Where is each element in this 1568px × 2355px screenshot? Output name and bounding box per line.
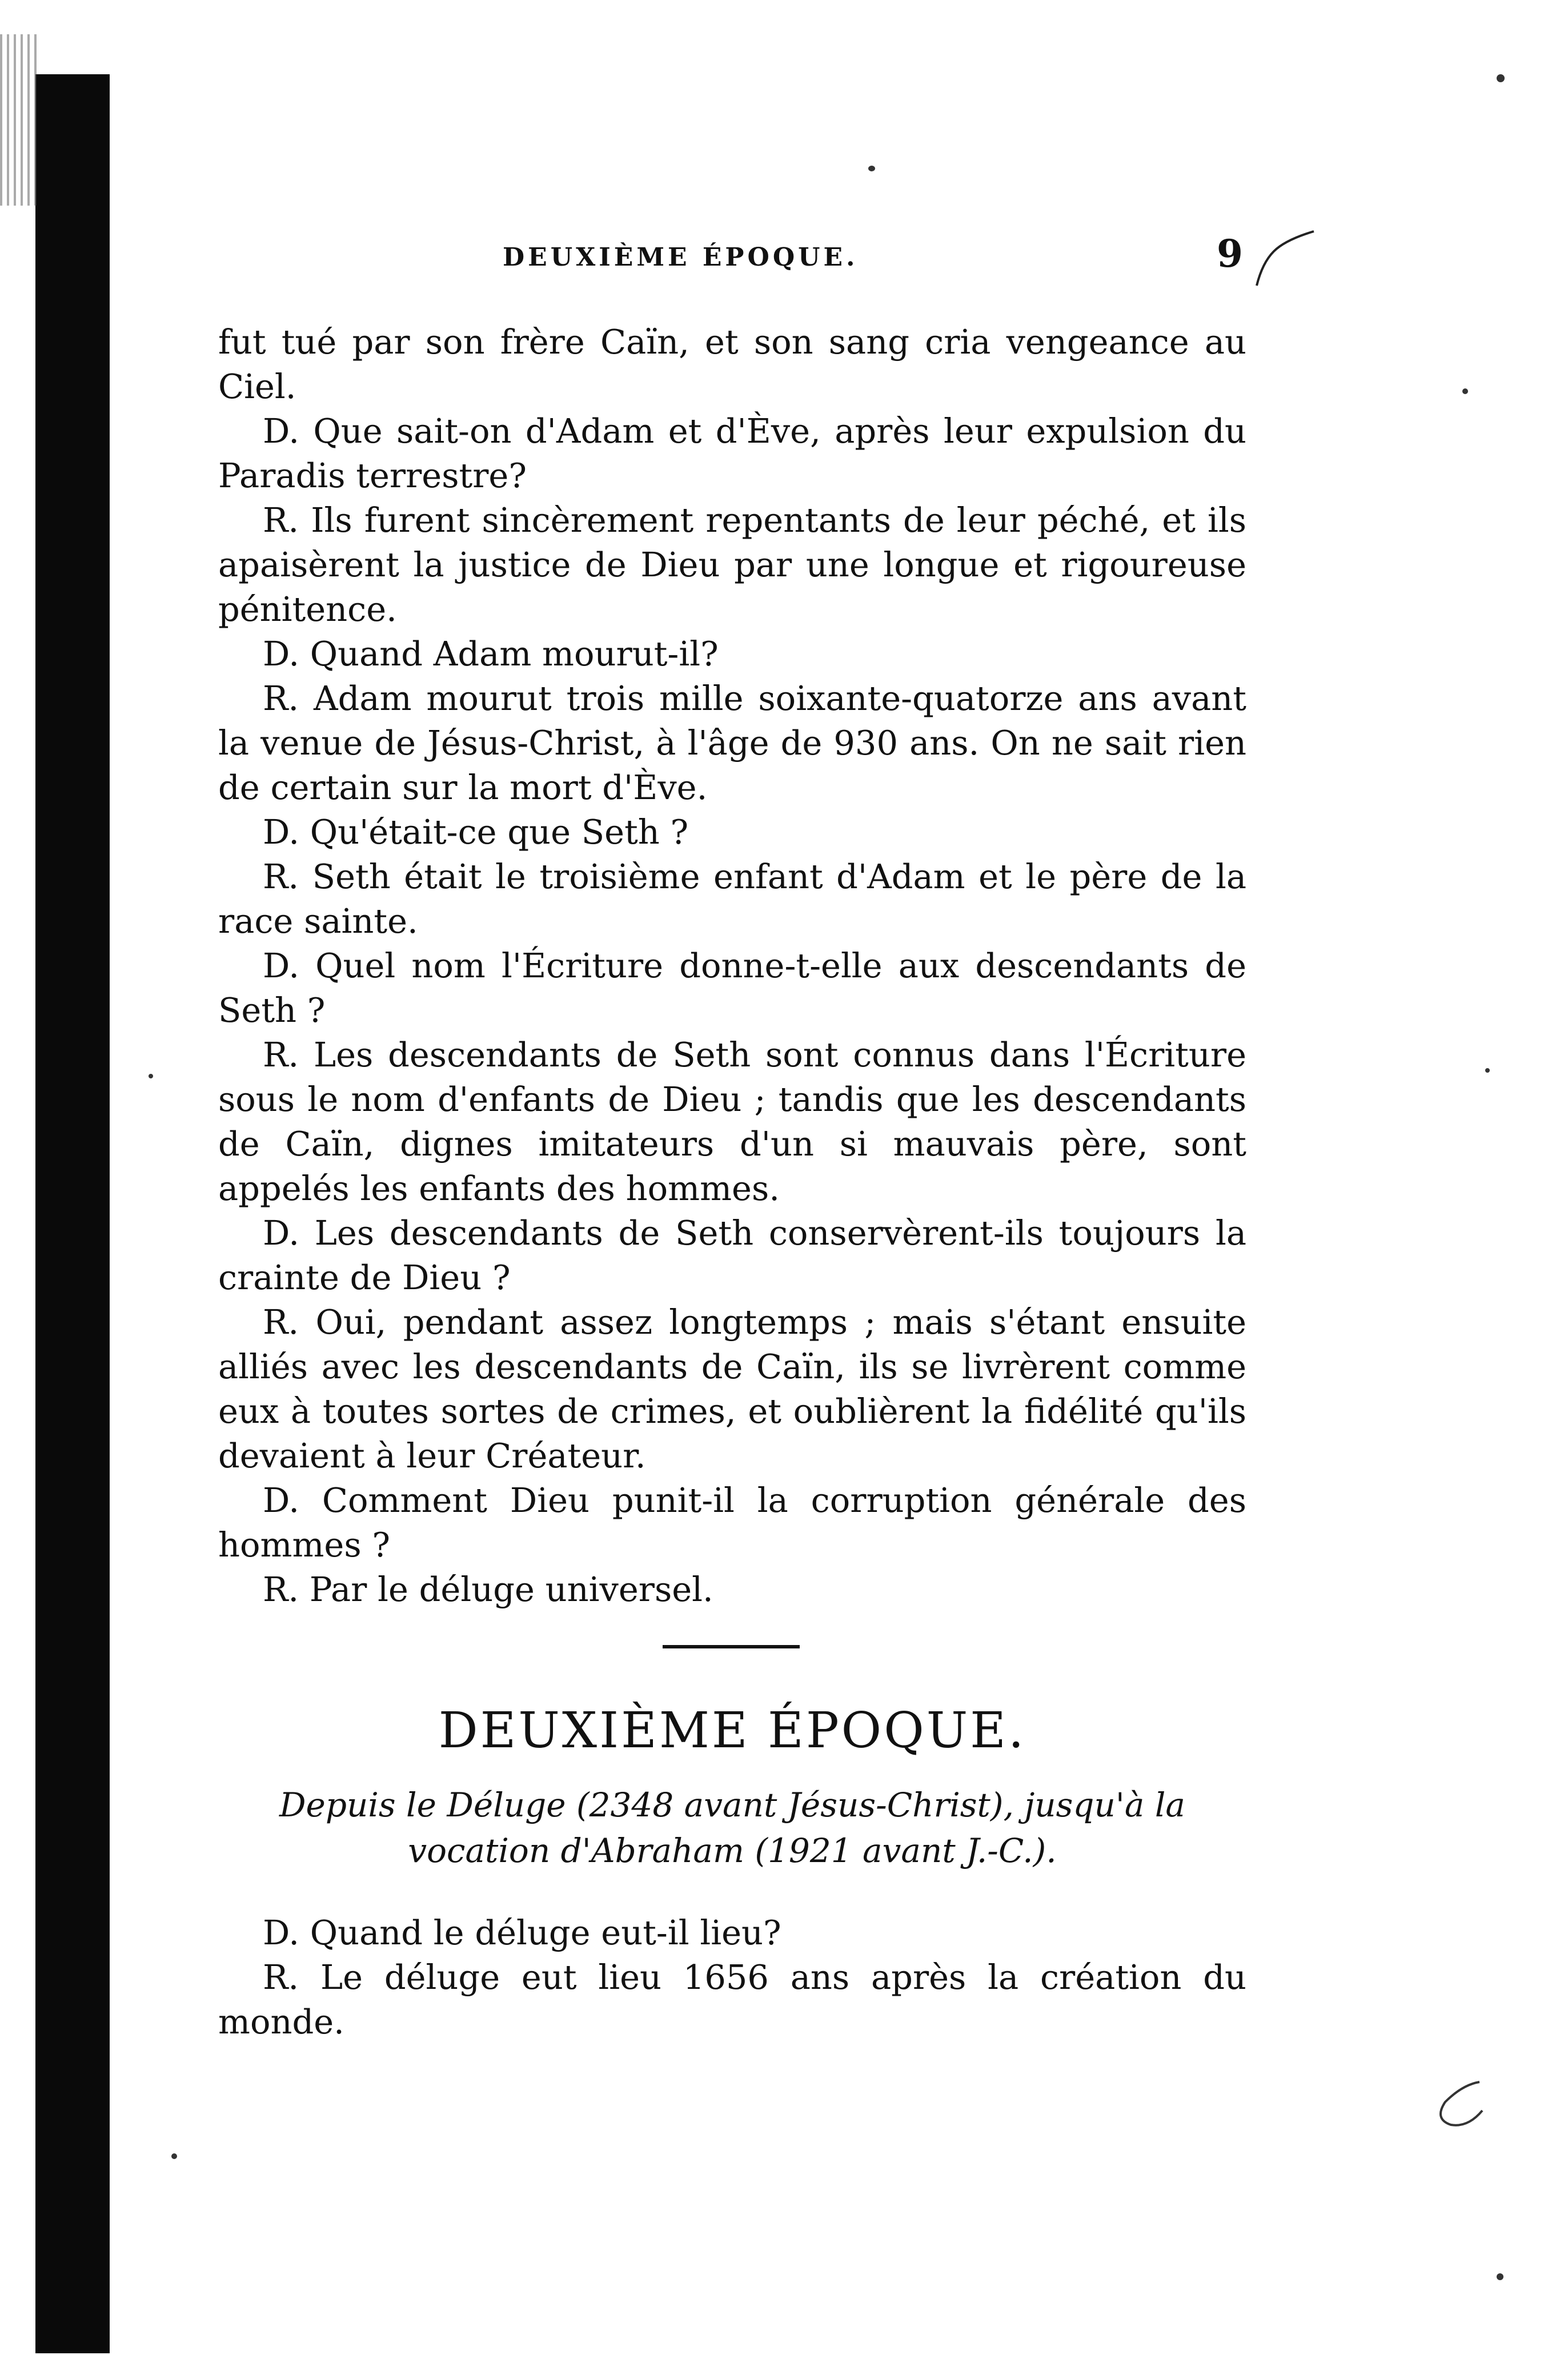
ink-speck (149, 1074, 153, 1078)
paragraph-5: R. Adam mourut trois mille soixante-quatorze ans avant la venue de Jésus-Christ, à l'âge de 930 ans. On ne sait rien de certain sur la mort d'Ève. (218, 679, 1246, 807)
paragraph-12: D. Comment Dieu punit-il la corruption générale des hommes ? (218, 1481, 1246, 1564)
paragraph-11: R. Oui, pendant assez longtemps ; mais s'étant ensuite alliés avec les descendants de Caïn, ils se livrèrent comme eux à toutes sortes de crimes, et oublièrent la fidélité qu'ils devaient à leur Créateur. (218, 1302, 1246, 1475)
paragraph-2: D. Que sait-on d'Adam et d'Ève, après leur expulsion du Paradis terrestre? (218, 411, 1246, 495)
section-title: DEUXIÈME ÉPOQUE. (438, 1702, 1026, 1759)
ink-speck (1497, 2273, 1503, 2280)
subtitle-line-2: vocation d'Abraham (1921 avant J.-C.). (408, 1831, 1057, 1870)
page-edge-noise (0, 34, 40, 206)
ink-speck (1497, 74, 1505, 82)
handwritten-mark-icon (1428, 2079, 1491, 2131)
paragraph-15: R. Le déluge eut lieu 1656 ans après la création du monde. (218, 1957, 1246, 2041)
paragraph-9: R. Les descendants de Seth sont connus dans l'Écriture sous le nom d'enfants de Dieu ; tandis que les descendants de Caïn, dignes imitateurs d'un si mauvais père, sont appelés les enfants des hommes. (218, 1035, 1246, 1208)
page-number: 9 (1217, 231, 1243, 276)
paragraph-10: D. Les descendants de Seth conservèrent-ils toujours la crainte de Dieu ? (218, 1213, 1246, 1297)
paragraph-4: D. Quand Adam mourut-il? (263, 634, 719, 673)
running-head: DEUXIÈME ÉPOQUE. (503, 243, 859, 272)
section-subtitle (218, 1782, 1246, 1873)
pen-mark-icon (1251, 228, 1320, 291)
paragraph-7: R. Seth était le troisième enfant d'Adam et le père de la race sainte. (218, 857, 1246, 941)
body-text-bottom (218, 1911, 1246, 2044)
ink-speck (868, 166, 875, 171)
ink-speck (1462, 388, 1468, 394)
body-text-top (218, 320, 1246, 1612)
paragraph-1: fut tué par son frère Caïn, et son sang cria vengeance au Ciel. (218, 322, 1246, 406)
ink-speck (171, 2153, 177, 2159)
paragraph-3: R. Ils furent sincèrement repentants de leur péché, et ils apaisèrent la justice de Dieu par une longue et rigoureuse pénitence. (218, 500, 1246, 629)
paragraph-8: D. Quel nom l'Écriture donne-t-elle aux descendants de Seth ? (218, 946, 1246, 1030)
ink-speck (1485, 1068, 1490, 1073)
paragraph-6: D. Qu'était-ce que Seth ? (263, 812, 689, 852)
section-divider (663, 1645, 800, 1648)
subtitle-line-1: Depuis le Déluge (2348 avant Jésus-Christ), jusqu'à la (279, 1786, 1185, 1824)
paragraph-13: R. Par le déluge universel. (263, 1570, 713, 1609)
book-spine-shadow (35, 74, 110, 2353)
paragraph-14: D. Quand le déluge eut-il lieu? (263, 1913, 781, 1952)
